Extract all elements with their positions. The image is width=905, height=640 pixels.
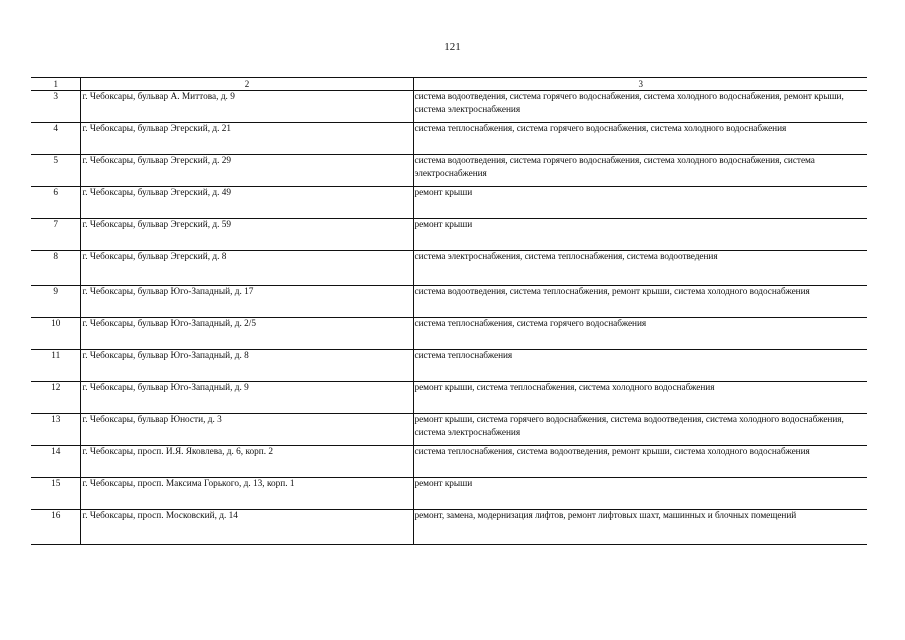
address-works-table <box>31 77 867 545</box>
row-address: г. Чебоксары, бульвар Юго-Западный, д. 8 <box>80 350 413 382</box>
table-row <box>31 446 867 478</box>
row-number: 7 <box>53 220 59 230</box>
table-header-row <box>31 78 867 91</box>
table-row <box>31 510 867 545</box>
table-row <box>31 91 867 123</box>
row-works: система теплоснабжения, система водоотведения, ремонт крыши, система холодного водоснабжения <box>413 446 867 478</box>
table-row <box>31 318 867 350</box>
row-works: ремонт крыши, система горячего водоснабжения, система водоотведения, система холодного водоснабжения, система электроснабжения <box>413 414 867 446</box>
column-header-works: 3 <box>413 78 867 91</box>
table-row <box>31 414 867 446</box>
row-works: ремонт крыши <box>413 187 867 219</box>
row-address: г. Чебоксары, бульвар Юго-Западный, д. 9 <box>80 382 413 414</box>
table-row <box>31 350 867 382</box>
row-number: 6 <box>53 188 59 198</box>
row-number: 15 <box>51 479 61 489</box>
row-number: 13 <box>51 415 61 425</box>
table-row <box>31 478 867 510</box>
row-number: 12 <box>51 383 61 393</box>
column-header-address: 2 <box>80 78 413 91</box>
row-works: система водоотведения, система горячего водоснабжения, система холодного водоснабжения, ремонт крыши, система электроснабжения <box>413 91 867 123</box>
row-number: 11 <box>51 351 61 361</box>
table-row <box>31 187 867 219</box>
row-address: г. Чебоксары, бульвар Эгерский, д. 29 <box>80 155 413 187</box>
row-address: г. Чебоксары, просп. Максима Горького, д. 13, корп. 1 <box>80 478 413 510</box>
row-works: система водоотведения, система теплоснабжения, ремонт крыши, система холодного водоснабжения <box>413 286 867 318</box>
row-address: г. Чебоксары, просп. Московский, д. 14 <box>80 510 413 545</box>
row-address: г. Чебоксары, бульвар Юго-Западный, д. 2/5 <box>80 318 413 350</box>
row-address: г. Чебоксары, бульвар Эгерский, д. 49 <box>80 187 413 219</box>
row-works: система электроснабжения, система теплоснабжения, система водоотведения <box>413 251 867 286</box>
row-works: ремонт крыши, система теплоснабжения, система холодного водоснабжения <box>413 382 867 414</box>
row-number: 4 <box>53 124 59 134</box>
row-address: г. Чебоксары, бульвар А. Миттова, д. 9 <box>80 91 413 123</box>
table-row <box>31 382 867 414</box>
table-row <box>31 123 867 155</box>
row-number: 9 <box>53 287 59 297</box>
row-works: ремонт крыши <box>413 219 867 251</box>
row-works: система теплоснабжения, система горячего водоснабжения <box>413 318 867 350</box>
row-address: г. Чебоксары, бульвар Эгерский, д. 8 <box>80 251 413 286</box>
row-number: 14 <box>51 447 61 457</box>
row-address: г. Чебоксары, просп. И.Я. Яковлева, д. 6, корп. 2 <box>80 446 413 478</box>
row-address: г. Чебоксары, бульвар Эгерский, д. 59 <box>80 219 413 251</box>
table-row <box>31 251 867 286</box>
row-works: система теплоснабжения, система горячего водоснабжения, система холодного водоснабжения <box>413 123 867 155</box>
table-row <box>31 286 867 318</box>
row-works: ремонт, замена, модернизация лифтов, ремонт лифтовых шахт, машинных и блочных помещений <box>413 510 867 545</box>
row-address: г. Чебоксары, бульвар Юго-Западный, д. 17 <box>80 286 413 318</box>
row-works: система водоотведения, система горячего водоснабжения, система холодного водоснабжения, система электроснабжения <box>413 155 867 187</box>
table-row <box>31 155 867 187</box>
row-works: ремонт крыши <box>413 478 867 510</box>
row-number: 10 <box>51 319 61 329</box>
row-number: 8 <box>53 252 59 262</box>
row-number: 3 <box>53 92 59 102</box>
row-address: г. Чебоксары, бульвар Юности, д. 3 <box>80 414 413 446</box>
row-number: 5 <box>53 156 59 166</box>
row-address: г. Чебоксары, бульвар Эгерский, д. 21 <box>80 123 413 155</box>
row-number: 16 <box>51 511 61 521</box>
page-number: 121 <box>444 41 461 53</box>
table-row <box>31 219 867 251</box>
column-header-number: 1 <box>53 79 58 89</box>
row-works: система теплоснабжения <box>413 350 867 382</box>
